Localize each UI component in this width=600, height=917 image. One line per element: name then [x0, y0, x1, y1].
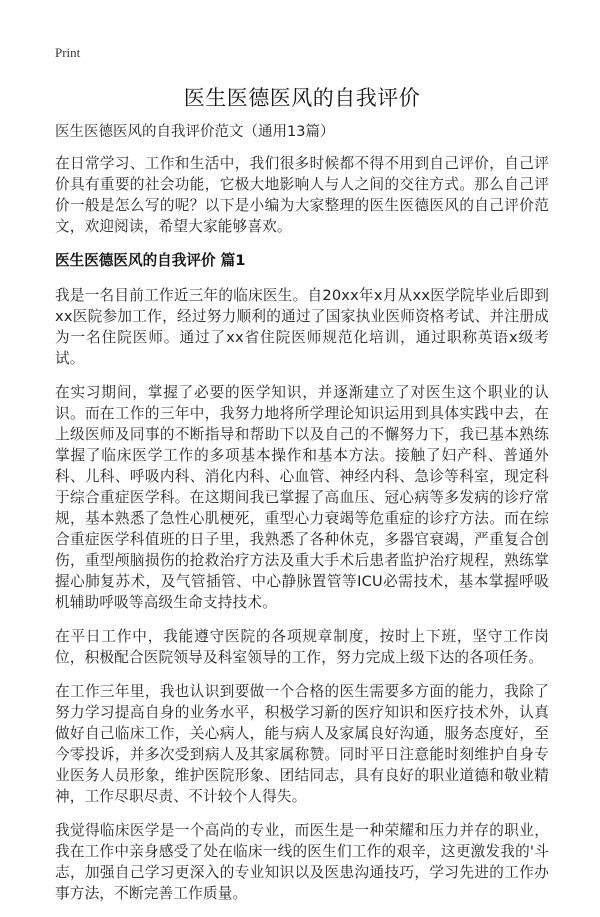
document-subtitle: 医生医德医风的自我评价范文（通用13篇）	[55, 124, 335, 140]
body-paragraph: 在工作三年里，我也认识到要做一个合格的医生需要多方面的能力，我除了努力学习提高自身的业务水平，积极学习新的医疗知识和医疗技术外，认真做好自己临床工作，关心病人，能与病人及家属良好沟通，服务态度好，至今零投诉，并多次受到病人及其家属称赞。同时平日注意能时刻维护自身专业医务人员形象，维护医院形象、团结同志，具有良好的职业道德和敬业精神，工作尽职尽责、不计较个人得失。	[55, 683, 549, 805]
body-paragraph: 我觉得临床医学是一个高尚的专业，而医生是一种荣耀和压力并存的职业，我在工作中亲身感受了处在临床一线的医生们工作的艰辛，这更激发我的'斗志，加强自己学习更深入的专业知识以及医患沟通技巧，学习先进的工作办事方法，不断完善工作质量。	[55, 822, 549, 902]
body-paragraph: 在平日工作中，我能遵守医院的各项规章制度，按时上下班，坚守工作岗位，积极配合医院领导及科室领导的工作，努力完成上级下达的各项任务。	[55, 628, 549, 666]
document-body	[55, 153, 549, 904]
document-title: 医生医德医风的自我评价	[183, 86, 421, 110]
section-heading: 医生医德医风的自我评价 篇1	[55, 252, 246, 269]
intro-paragraph: 在日常学习、工作和生活中，我们很多时候都不得不用到自己评价，自己评价具有重要的社会功能，它极大地影响人与人之间的交往方式。那么自己评价一般是怎么写的呢？以下是小编为大家整理的医生医德医风的自己评价范文，欢迎阅读，希望大家能够喜欢。	[55, 155, 549, 235]
print-label: Print	[55, 45, 81, 60]
body-paragraph: 在实习期间，掌握了必要的医学知识，并逐渐建立了对医生这个职业的认识。而在工作的三年中，我努力地将所学理论知识运用到具体实践中去，在上级医师及同事的不断指导和帮助下以及自己的不懈努力下，我已基本熟练掌握了临床医学工作的多项基本操作和基本方法。接触了妇产科、普通外科、儿科、呼吸内科、消化内科、心血管、神经内科、急诊等科室，现定科于综合重症医学科。在这期间我已掌握了高血压、冠心病等多发病的诊疗常规，基本熟悉了急性心肌梗死，重型心力衰竭等危重症的诊疗方法。而在综合重症医学科值班的日子里，我熟悉了各种休克，多器官衰竭，严重复合创伤，重型颅脑损伤的抢救治疗方法及重大手术后患者监护治疗规程，熟练掌握心肺复苏术，及气管插管、中心静脉置管等ICU必需技术，基本掌握呼吸机辅助呼吸等高级生命支持技术。	[55, 384, 549, 611]
body-paragraph: 我是一名目前工作近三年的临床医生。自20xx年x月从xx医学院毕业后即到xx医院参加工作，经过努力顺利的通过了国家执业医师资格考试、并注册成为一名住院医师。通过了xx省住院医师规范化培训，通过职称英语x级考试。	[55, 287, 549, 367]
section-1	[55, 250, 549, 904]
document-page	[55, 44, 549, 917]
